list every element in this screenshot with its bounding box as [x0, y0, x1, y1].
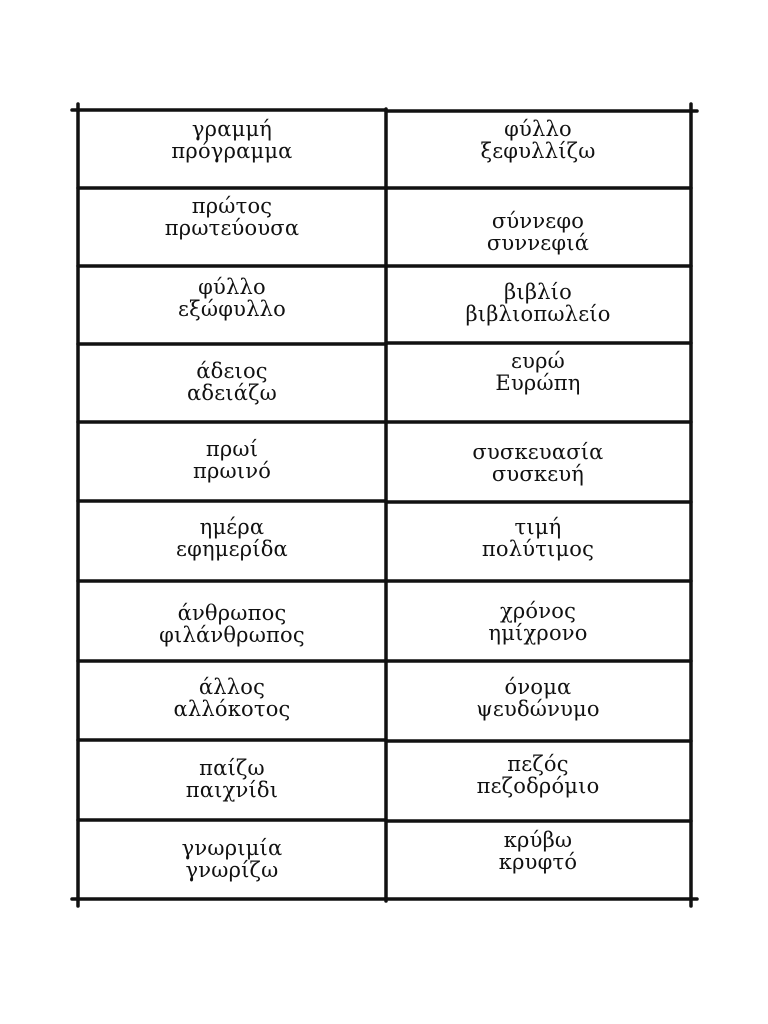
word-1: βιβλίο	[504, 280, 572, 304]
card-left-7	[82, 602, 382, 646]
word-2: πολύτιμος	[481, 537, 595, 561]
word-1: φύλλο	[504, 117, 572, 141]
card-left-3	[82, 276, 382, 320]
word-2: Ευρώπη	[495, 371, 581, 395]
word-2: παιχνίδι	[185, 778, 279, 802]
word-1: πεζός	[507, 752, 569, 776]
word-2: πρωτεύουσα	[164, 216, 300, 240]
word-2: εφημερίδα	[176, 537, 288, 561]
card-right-4	[388, 350, 688, 394]
word-1: όνομα	[504, 675, 572, 699]
word-1: άδειος	[196, 359, 268, 383]
word-1: συσκευασία	[472, 440, 604, 464]
word-2: αδειάζω	[186, 381, 278, 405]
word-2: συννεφιά	[486, 231, 590, 255]
card-left-8	[82, 676, 382, 720]
word-1: ημέρα	[199, 515, 265, 539]
word-1: άνθρωπος	[177, 601, 287, 625]
word-1: φύλλο	[198, 275, 266, 299]
card-left-6	[82, 516, 382, 560]
card-left-4	[82, 360, 382, 404]
word-2: βιβλιοπωλείο	[465, 302, 611, 326]
card-right-9	[388, 753, 688, 797]
word-2: πρωινό	[192, 459, 272, 483]
card-right-8	[388, 676, 688, 720]
card-left-10	[82, 837, 382, 881]
word-2: εξώφυλλο	[178, 297, 286, 321]
word-2: αλλόκοτος	[173, 697, 291, 721]
word-1: γνωριμία	[181, 836, 283, 860]
word-1: πρωί	[205, 437, 259, 461]
card-right-10	[388, 829, 688, 873]
card-left-2	[82, 195, 382, 239]
card-right-3	[388, 281, 688, 325]
word-1: σύννεφο	[491, 209, 585, 233]
card-right-6	[388, 516, 688, 560]
word-1: χρόνος	[499, 599, 577, 623]
word-2: φιλάνθρωπος	[159, 623, 305, 647]
word-1: πρώτος	[191, 194, 273, 218]
word-2: πρόγραμμα	[171, 139, 293, 163]
word-1: τιμή	[514, 515, 562, 539]
word-1: κρύβω	[503, 828, 573, 852]
card-left-1	[82, 118, 382, 162]
card-left-5	[82, 438, 382, 482]
word-2: ψευδώνυμο	[476, 697, 600, 721]
card-right-5	[388, 441, 688, 485]
word-2: ημίχρονο	[488, 621, 588, 645]
card-right-1	[388, 118, 688, 162]
word-1: παίζω	[199, 756, 265, 780]
word-1: άλλος	[198, 675, 266, 699]
word-2: κρυφτό	[498, 850, 578, 874]
card-left-9	[82, 757, 382, 801]
word-2: ξεφυλλίζω	[480, 139, 596, 163]
card-right-2	[388, 210, 688, 254]
word-2: πεζοδρόμιο	[476, 774, 600, 798]
word-1: ευρώ	[511, 349, 565, 373]
word-2: γνωρίζω	[185, 858, 279, 882]
word-2: συσκευή	[491, 462, 585, 486]
card-right-7	[388, 600, 688, 644]
word-1: γραμμή	[191, 117, 273, 141]
